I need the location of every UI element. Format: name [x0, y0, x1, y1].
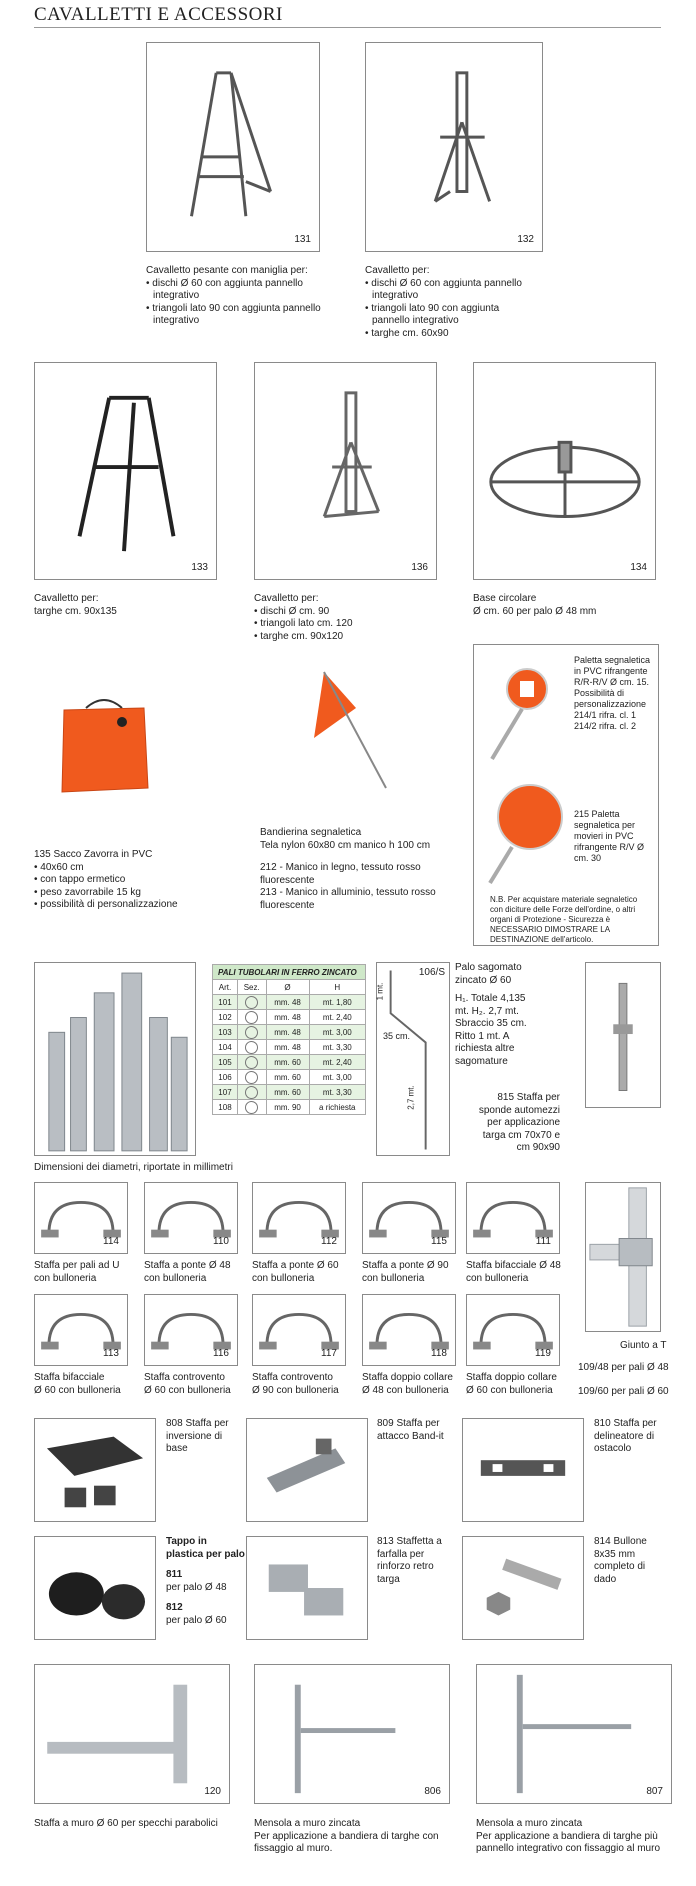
- t-joint-icon: [586, 1183, 660, 1331]
- table-row: 103 mm. 48 mt. 3,00: [213, 1025, 366, 1040]
- product-code: 116: [213, 1348, 229, 1359]
- product-image-132: [365, 42, 543, 252]
- signal-flag-icon: [294, 668, 404, 798]
- bracket-810-icon: [463, 1419, 583, 1521]
- product-image-806: 806: [254, 1664, 450, 1804]
- product-code: 136: [411, 562, 428, 573]
- caption-117: Staffa controvento Ø 90 con bulloneria: [252, 1372, 339, 1396]
- product-image-115: [362, 1182, 456, 1254]
- easel-132-icon: [366, 43, 542, 251]
- sagomato-text: Palo sagomato zincato Ø 60 H₁. Totale 4,135 mt. H₂. 2,7 mt. Sbraccio 35 cm. Ritto 1 mt. A richiesta altre sagomature: [455, 962, 527, 1067]
- giunto-title: Giunto a T: [620, 1340, 667, 1351]
- caption-tappo: Tappo in plastica per palo 811 per palo Ø 48 812 per palo Ø 60: [166, 1536, 245, 1626]
- caption-810: 810 Staffa per delineatore di ostacolo: [594, 1418, 657, 1454]
- caption-110: Staffa a ponte Ø 48 con bulloneria: [144, 1260, 231, 1284]
- caption-815: 815 Staffa per sponde automezzi per applicazione targa cm 70x70 e cm 90x90: [478, 1092, 560, 1153]
- caption-136: Cavalletto per: • dischi Ø cm. 90 • triangoli lato cm. 120 • targhe cm. 90x120: [254, 593, 434, 643]
- product-image-117: [252, 1294, 346, 1366]
- bolt-icon: [463, 1537, 583, 1639]
- table-row: 104 mm. 48 mt. 3,30: [213, 1040, 366, 1055]
- bracket-815-icon: [586, 963, 660, 1107]
- galvanized-poles-icon: [35, 963, 195, 1155]
- caption-119: Staffa doppio collare Ø 60 con bulloneria: [466, 1372, 557, 1396]
- product-image-118: [362, 1294, 456, 1366]
- product-image-131: [146, 42, 320, 252]
- caption-113: Staffa bifacciale Ø 60 con bulloneria: [34, 1372, 121, 1396]
- product-code: 132: [517, 234, 534, 245]
- round-base-134-icon: [474, 363, 655, 579]
- table-row: 108 mm. 90 a richiesta: [213, 1100, 366, 1115]
- caption-132: Cavalletto per: • dischi Ø 60 con aggiunta pannello integrativo • triangoli lato 90 con aggiunta pannello integrativo • targhe cm. 60x90: [365, 265, 525, 340]
- caption-808: 808 Staffa per inversione di base: [166, 1418, 229, 1454]
- caption-813: 813 Staffetta a farfalla per rinforzo retro targa: [377, 1536, 442, 1585]
- table-row: 102 mm. 48 mt. 2,40: [213, 1010, 366, 1025]
- table-row: 106 mm. 60 mt. 3,00: [213, 1070, 366, 1085]
- product-code: 113: [103, 1348, 119, 1359]
- product-image-113: [34, 1294, 128, 1366]
- product-image-giunto: [585, 1182, 661, 1332]
- product-image-813: [246, 1536, 368, 1640]
- product-image-134: [473, 362, 656, 580]
- product-image-110: [144, 1182, 238, 1254]
- easel-131-icon: [147, 43, 319, 251]
- product-code: 131: [294, 234, 311, 245]
- product-code: 117: [321, 1348, 337, 1359]
- caption-115: Staffa a ponte Ø 90 con bulloneria: [362, 1260, 449, 1284]
- caption-134: Base circolare Ø cm. 60 per palo Ø 48 mm: [473, 593, 597, 617]
- product-code: 118: [431, 1348, 447, 1359]
- product-code: 134: [630, 562, 647, 573]
- product-image-133: [34, 362, 217, 580]
- product-image-112: [252, 1182, 346, 1254]
- product-code: 115: [431, 1236, 447, 1247]
- product-image-815: [585, 962, 661, 1108]
- caption-118: Staffa doppio collare Ø 48 con bulloneria: [362, 1372, 453, 1396]
- product-code: 112: [321, 1236, 337, 1247]
- easel-133-icon: [35, 363, 216, 579]
- table-row: 107 mm. 60 mt. 3,30: [213, 1085, 366, 1100]
- paletta-panel: Paletta segnaletica in PVC rifrangente R/R-R/V Ø cm. 15. Possibilità di personalizzazione 214/1 rifra. cl. 1 214/2 rifra. cl. 2 215 Paletta segnaletica per movieri in PVC rifrangente R/V Ø cm. 30 N.B. Per acquistare materiale segnaletico con diciture delle Forze dell'ordine, o altri organi di Protezione - Sicurezza è NECESSARIO DIMOSTRARE LA DESTINAZIONE dell'articolo.: [473, 644, 659, 946]
- caption-806: Mensola a muro zincata Per applicazione a bandiera di targhe con fissaggio al muro.: [254, 1818, 439, 1854]
- pali-table: PALI TUBOLARI IN FERRO ZINCATO Art. Sez. Ø H 101 mm. 48 mt. 1,80 102 mm. 48 mt. 2,40 103 mm. 48 mt. 3,00 104 mm. 48 mt. 3,30 105 mm. 60 mt. 2,40 106 mm. 60 mt. 3,00 107 mm. 60 mt. 3,30 108 mm. 90 a richiesta: [212, 964, 366, 1115]
- product-image-120: 120: [34, 1664, 230, 1804]
- caption-814: 814 Bullone 8x35 mm completo di dado: [594, 1536, 647, 1585]
- sagomato-diagram: 106/S 1 mt. 35 cm. 2,7 mt.: [376, 962, 450, 1156]
- wall-bracket-120-icon: [35, 1665, 229, 1803]
- butterfly-bracket-icon: [247, 1537, 367, 1639]
- caption-112: Staffa a ponte Ø 60 con bulloneria: [252, 1260, 339, 1284]
- caption-114: Staffa per pali ad U con bulloneria: [34, 1260, 120, 1284]
- product-image-810: [462, 1418, 584, 1522]
- caption-135: 135 Sacco Zavorra in PVC • 40x60 cm • con tappo ermetico • peso zavorrabile 15 kg • possibilità di personalizzazione: [34, 849, 234, 912]
- shaped-pole-icon: [377, 963, 449, 1155]
- product-image-111: [466, 1182, 560, 1254]
- product-code: 114: [103, 1236, 119, 1247]
- product-image-808: [34, 1418, 156, 1522]
- product-image-tappo: [34, 1536, 156, 1640]
- giunto-109-48: 109/48 per pali Ø 48: [578, 1362, 669, 1373]
- caption-111: Staffa bifacciale Ø 48 con bulloneria: [466, 1260, 561, 1284]
- caption-133: Cavalletto per: targhe cm. 90x135: [34, 593, 117, 617]
- giunto-109-60: 109/60 per pali Ø 60: [578, 1386, 669, 1397]
- cap-plug-icon: [35, 1537, 155, 1639]
- bracket-809-icon: [247, 1419, 367, 1521]
- product-code: 119: [535, 1348, 551, 1359]
- ballast-bag-icon: [56, 690, 152, 800]
- caption-bandierina: Bandierina segnaletica Tela nylon 60x80 cm manico h 100 cm 212 - Manico in legno, tessuto rosso fluorescente 213 - Manico in alluminio, tessuto rosso fluorescente: [260, 827, 436, 911]
- caption-809: 809 Staffa per attacco Band-it: [377, 1418, 444, 1442]
- title-divider: [34, 27, 661, 28]
- table-row: 105 mm. 60 mt. 2,40: [213, 1055, 366, 1070]
- product-image-809: [246, 1418, 368, 1522]
- page-title: CAVALLETTI E ACCESSORI: [34, 4, 283, 25]
- table-row: 101 mm. 48 mt. 1,80: [213, 995, 366, 1010]
- easel-136-icon: [255, 363, 436, 579]
- product-image-119: [466, 1294, 560, 1366]
- product-code: 133: [191, 562, 208, 573]
- product-image-116: [144, 1294, 238, 1366]
- paddle-small-icon: [482, 659, 552, 769]
- wall-bracket-807-icon: [477, 1665, 671, 1803]
- caption-120: Staffa a muro Ø 60 per specchi parabolici: [34, 1818, 218, 1829]
- plate-808-icon: [35, 1419, 155, 1521]
- product-code: 111: [535, 1236, 551, 1247]
- product-image-136: [254, 362, 437, 580]
- caption-131: Cavalletto pesante con maniglia per: • dischi Ø 60 con aggiunta pannello integrativo • triangoli lato 90 con aggiunta pannello integrativo: [146, 265, 326, 328]
- paddle-large-icon: [482, 779, 567, 889]
- product-code: 110: [213, 1236, 229, 1247]
- pali-footnote: Dimensioni dei diametri, riportate in millimetri: [34, 1162, 233, 1173]
- poles-image: [34, 962, 196, 1156]
- product-image-114: [34, 1182, 128, 1254]
- product-image-814: [462, 1536, 584, 1640]
- caption-116: Staffa controvento Ø 60 con bulloneria: [144, 1372, 231, 1396]
- caption-807: Mensola a muro zincata Per applicazione a bandiera di targhe più pannello integrativo con fissaggio al muro: [476, 1818, 660, 1854]
- product-image-807: 807: [476, 1664, 672, 1804]
- wall-bracket-806-icon: [255, 1665, 449, 1803]
